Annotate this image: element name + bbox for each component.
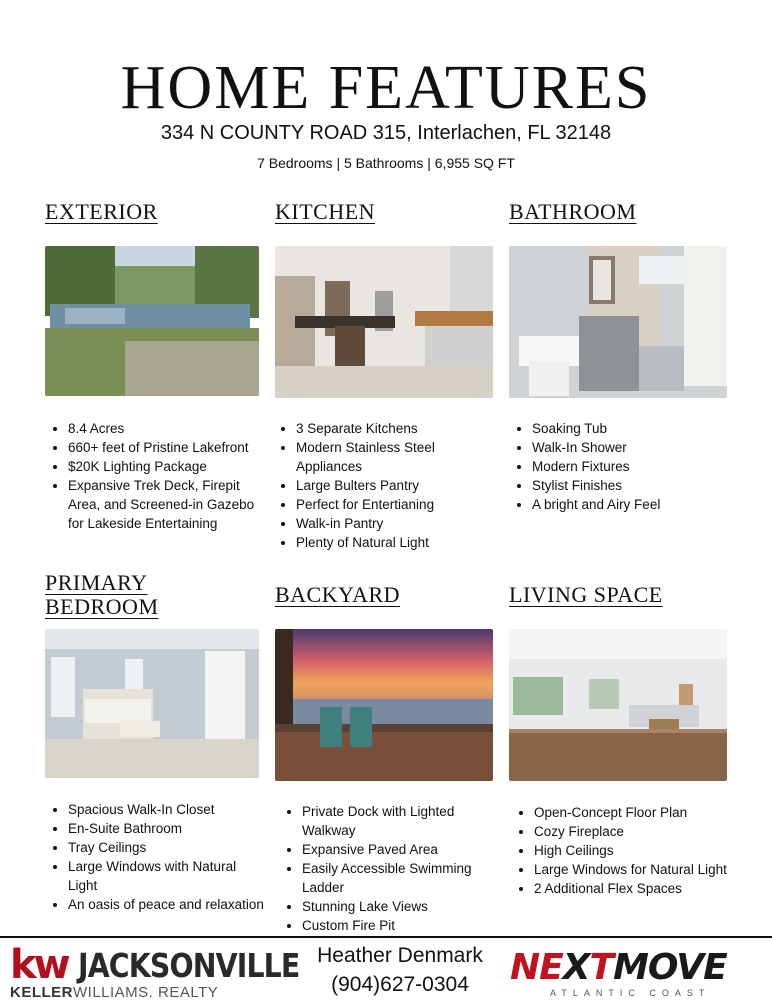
next-move-logo <box>510 948 766 1000</box>
section-title-kitchen: KITCHEN <box>275 199 376 224</box>
keller-williams-logo <box>10 942 300 1000</box>
bathroom-feature-list <box>508 419 732 514</box>
living-space-photo <box>509 629 727 781</box>
kitchen-photo <box>275 246 493 398</box>
list-item: • Stunning Lake Views <box>302 897 502 916</box>
footer-divider <box>0 936 772 938</box>
list-item: • Tray Ceilings <box>68 838 268 857</box>
list-item: • Perfect for Entertianing <box>296 495 496 514</box>
section-title-bathroom: BATHROOM <box>509 199 637 224</box>
backyard-feature-list <box>278 802 502 935</box>
list-item: • Stylist Finishes <box>532 476 732 495</box>
primary-bedroom-photo <box>45 629 259 778</box>
exterior-feature-list <box>44 419 268 533</box>
list-item: • Walk-in Pantry <box>296 514 496 533</box>
list-item: • A bright and Airy Feel <box>532 495 732 514</box>
list-item: • Walk-In Shower <box>532 438 732 457</box>
primary-bedroom-feature-list <box>44 800 268 914</box>
section-living-space <box>509 583 734 607</box>
property-specs: 7 Bedrooms | 5 Bathrooms | 6,955 SQ FT <box>257 155 515 171</box>
section-title-exterior: EXTERIOR <box>45 199 158 224</box>
list-item: • Cozy Fireplace <box>534 822 734 841</box>
nm-part-3: T <box>589 947 614 988</box>
page-title: HOME FEATURES <box>120 54 652 122</box>
list-item: • Large Windows with Natural Light <box>68 857 268 895</box>
list-item: • Private Dock with Lighted Walkway <box>302 802 502 840</box>
living-space-feature-list <box>510 803 734 898</box>
list-item: • $20K Lighting Package <box>68 457 268 476</box>
agent-contact <box>310 942 490 1000</box>
list-item: • Large Windows for Natural Light <box>534 860 734 879</box>
next-move-tagline: ATLANTIC COAST <box>550 988 711 998</box>
list-item: • Modern Stainless Steel Appliances <box>296 438 496 476</box>
list-item: • Plenty of Natural Light <box>296 533 496 552</box>
list-item: • 3 Separate Kitchens <box>296 419 496 438</box>
nm-part-4: MOVE <box>613 947 727 988</box>
section-title-primary-bedroom-line1: PRIMARY <box>45 570 148 595</box>
nm-part-2: X <box>562 947 590 988</box>
kw-mark: kw <box>10 942 68 988</box>
kw-brand-bold: KELLER <box>10 984 73 1001</box>
section-bathroom <box>509 200 734 224</box>
kw-office-name: JACKSONVILLE <box>78 946 300 985</box>
next-move-wordmark <box>510 948 727 988</box>
section-backyard <box>275 583 500 607</box>
list-item: • High Ceilings <box>534 841 734 860</box>
list-item: • 8.4 Acres <box>68 419 268 438</box>
list-item: • Large Bulters Pantry <box>296 476 496 495</box>
kitchen-feature-list <box>272 419 496 552</box>
section-title-backyard: BACKYARD <box>275 582 401 607</box>
section-primary-bedroom <box>45 571 270 619</box>
kw-brand-rest: WILLIAMS. REALTY <box>73 984 219 1001</box>
list-item: • Custom Fire Pit <box>302 916 502 935</box>
list-item: • En-Suite Bathroom <box>68 819 268 838</box>
list-item: • An oasis of peace and relaxation <box>68 895 268 914</box>
section-title-living-space: LIVING SPACE <box>509 582 663 607</box>
section-exterior <box>45 200 270 224</box>
list-item: • Soaking Tub <box>532 419 732 438</box>
section-kitchen <box>275 200 500 224</box>
bathroom-photo <box>509 246 727 398</box>
kw-brand-name <box>10 984 218 1001</box>
list-item: • Open-Concept Floor Plan <box>534 803 734 822</box>
list-item: • 2 Additional Flex Spaces <box>534 879 734 898</box>
list-item: • Expansive Paved Area <box>302 840 502 859</box>
list-item: • Modern Fixtures <box>532 457 732 476</box>
list-item: • Easily Accessible Swimming Ladder <box>302 859 502 897</box>
list-item: • 660+ feet of Pristine Lakefront <box>68 438 268 457</box>
agent-name: Heather Denmark <box>317 944 483 967</box>
exterior-photo <box>45 246 259 396</box>
agent-phone: (904)627-0304 <box>331 973 469 996</box>
list-item: • Expansive Trek Deck, Firepit Area, and Screened-in Gazebo for Lakeside Entertaining <box>68 476 268 533</box>
backyard-photo <box>275 629 493 781</box>
property-address: 334 N COUNTY ROAD 315, Interlachen, FL 32148 <box>160 122 612 144</box>
list-item: • Spacious Walk-In Closet <box>68 800 268 819</box>
nm-part-1: NE <box>510 947 563 988</box>
section-title-primary-bedroom-line2: BEDROOM <box>45 594 159 619</box>
